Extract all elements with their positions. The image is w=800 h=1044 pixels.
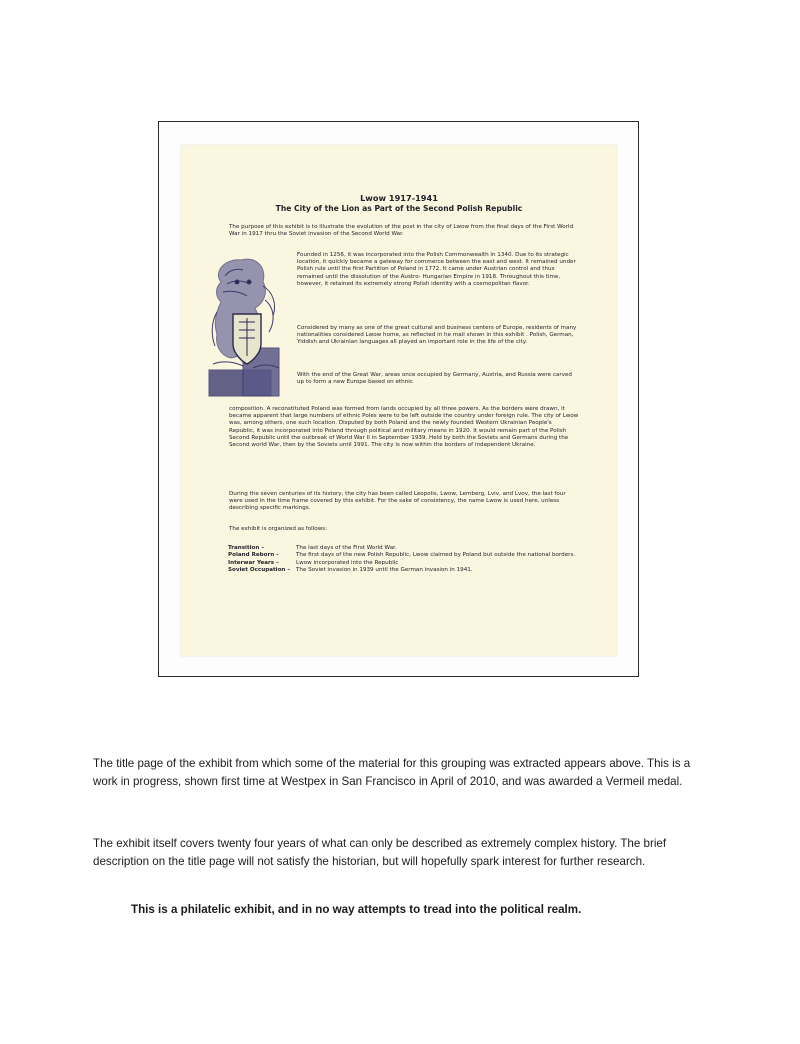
- organization-item: [228, 552, 588, 559]
- organization-desc: The Soviet invasion in 1939 until the German invasion in 1941.: [296, 567, 473, 574]
- history-names-paragraph: During the seven centuries of its history, the city has been called Leopolis, Lwow, Lemberg, Lviv, and Lvov, the last four were used in the time frame covered by this exhibit. For the sake of consistency, the name Lwow is used here, unless describing specific markings.: [229, 491, 566, 512]
- organization-term: Transition –: [228, 545, 265, 551]
- great-war-paragraph: With the end of the Great War, areas once occupied by Germany, Austria, and Russia were carved up to form a new Europe based on ethnic: [297, 372, 572, 386]
- organization-term: Interwar Years –: [228, 559, 279, 566]
- composition-paragraph: composition. A reconstituted Poland was formed from lands occupied by all three powers. As the borders were drawn, it became apparent that large numbers of ethnic Poles were to be left outside the country under foreign rule. The city of Lwow was, among others, one such location. Disputed by both Poland and the newly founded Western Ukrainian People's Republic, it was incorporated into Poland through political and military means in 1920. It would remain part of the Polish Second Republic until the outbreak of World War II in September 1939. Held by both the Soviets and Germans during the Second world War, then by the Soviets until 1991. The city is now within the borders of independent Ukraine.: [229, 406, 579, 449]
- organization-item: [228, 567, 588, 574]
- organization-desc: Lwow incorporated into the Republic: [296, 559, 399, 566]
- exhibit-subtitle: The City of the Lion as Part of the Second Polish Republic: [275, 204, 523, 213]
- organization-term: Soviet Occupation –: [228, 567, 291, 574]
- organization-desc: The last days of the First World War.: [296, 545, 397, 551]
- organization-list: [228, 545, 588, 575]
- lion-statue-illustration: [203, 252, 295, 402]
- caption-paragraph-history: The exhibit itself covers twenty four years of what can only be described as extremely complex history. The brief description on the title page will not satisfy the historian, but will hopefully spark interest for further research.: [93, 837, 667, 868]
- exhibit-intro-paragraph: The purpose of this exhibit is to illustrate the evolution of the post in the city of Lwow from the final days of the First World War in 1917 thru the Soviet invasion of the Second World War.: [229, 224, 574, 238]
- exhibit-title-page: [181, 145, 617, 656]
- organization-intro: The exhibit is organized as follows:: [229, 526, 328, 532]
- organization-term: Poland Reborn -: [228, 552, 279, 559]
- cultural-center-paragraph: Considered by many as one of the great cultural and business centers of Europe, residents of many nationalities considered Lwow home, as reflected in he mail shown in this exhibit . Polish, German, Yiddish and Ukrainian languages all played an important role in the life of the city.: [297, 325, 577, 346]
- organization-item: [228, 545, 588, 552]
- organization-item: [228, 560, 588, 567]
- exhibit-title: Lwow 1917-1941: [360, 193, 438, 203]
- founded-paragraph: Founded in 1256, it was incorporated into the Polish Commonwealth in 1340. Due to its strategic location, it quickly became a gateway for commerce between the east and west. It remained under Polish rule until the first Partition of Poland in 1772. It came under Austrian control and thus remained until the dissolution of the Austro- Hungarian Empire in 1918. Throughout this time, however, it retained its extremely strong Polish identity with a cosmopolitan flavor.: [297, 252, 576, 287]
- caption-paragraph-title-page: The title page of the exhibit from which some of the material for this grouping was extracted appears above. This is a work in progress, shown first time at Westpex in San Francisco in April of 2010, and was awarded a Vermeil medal.: [93, 757, 691, 788]
- caption-paragraph-disclaimer: This is a philatelic exhibit, and in no way attempts to tread into the political realm.: [131, 903, 582, 916]
- organization-desc: The first days of the new Polish Republic, Lwow claimed by Poland but outside the national borders.: [296, 552, 576, 559]
